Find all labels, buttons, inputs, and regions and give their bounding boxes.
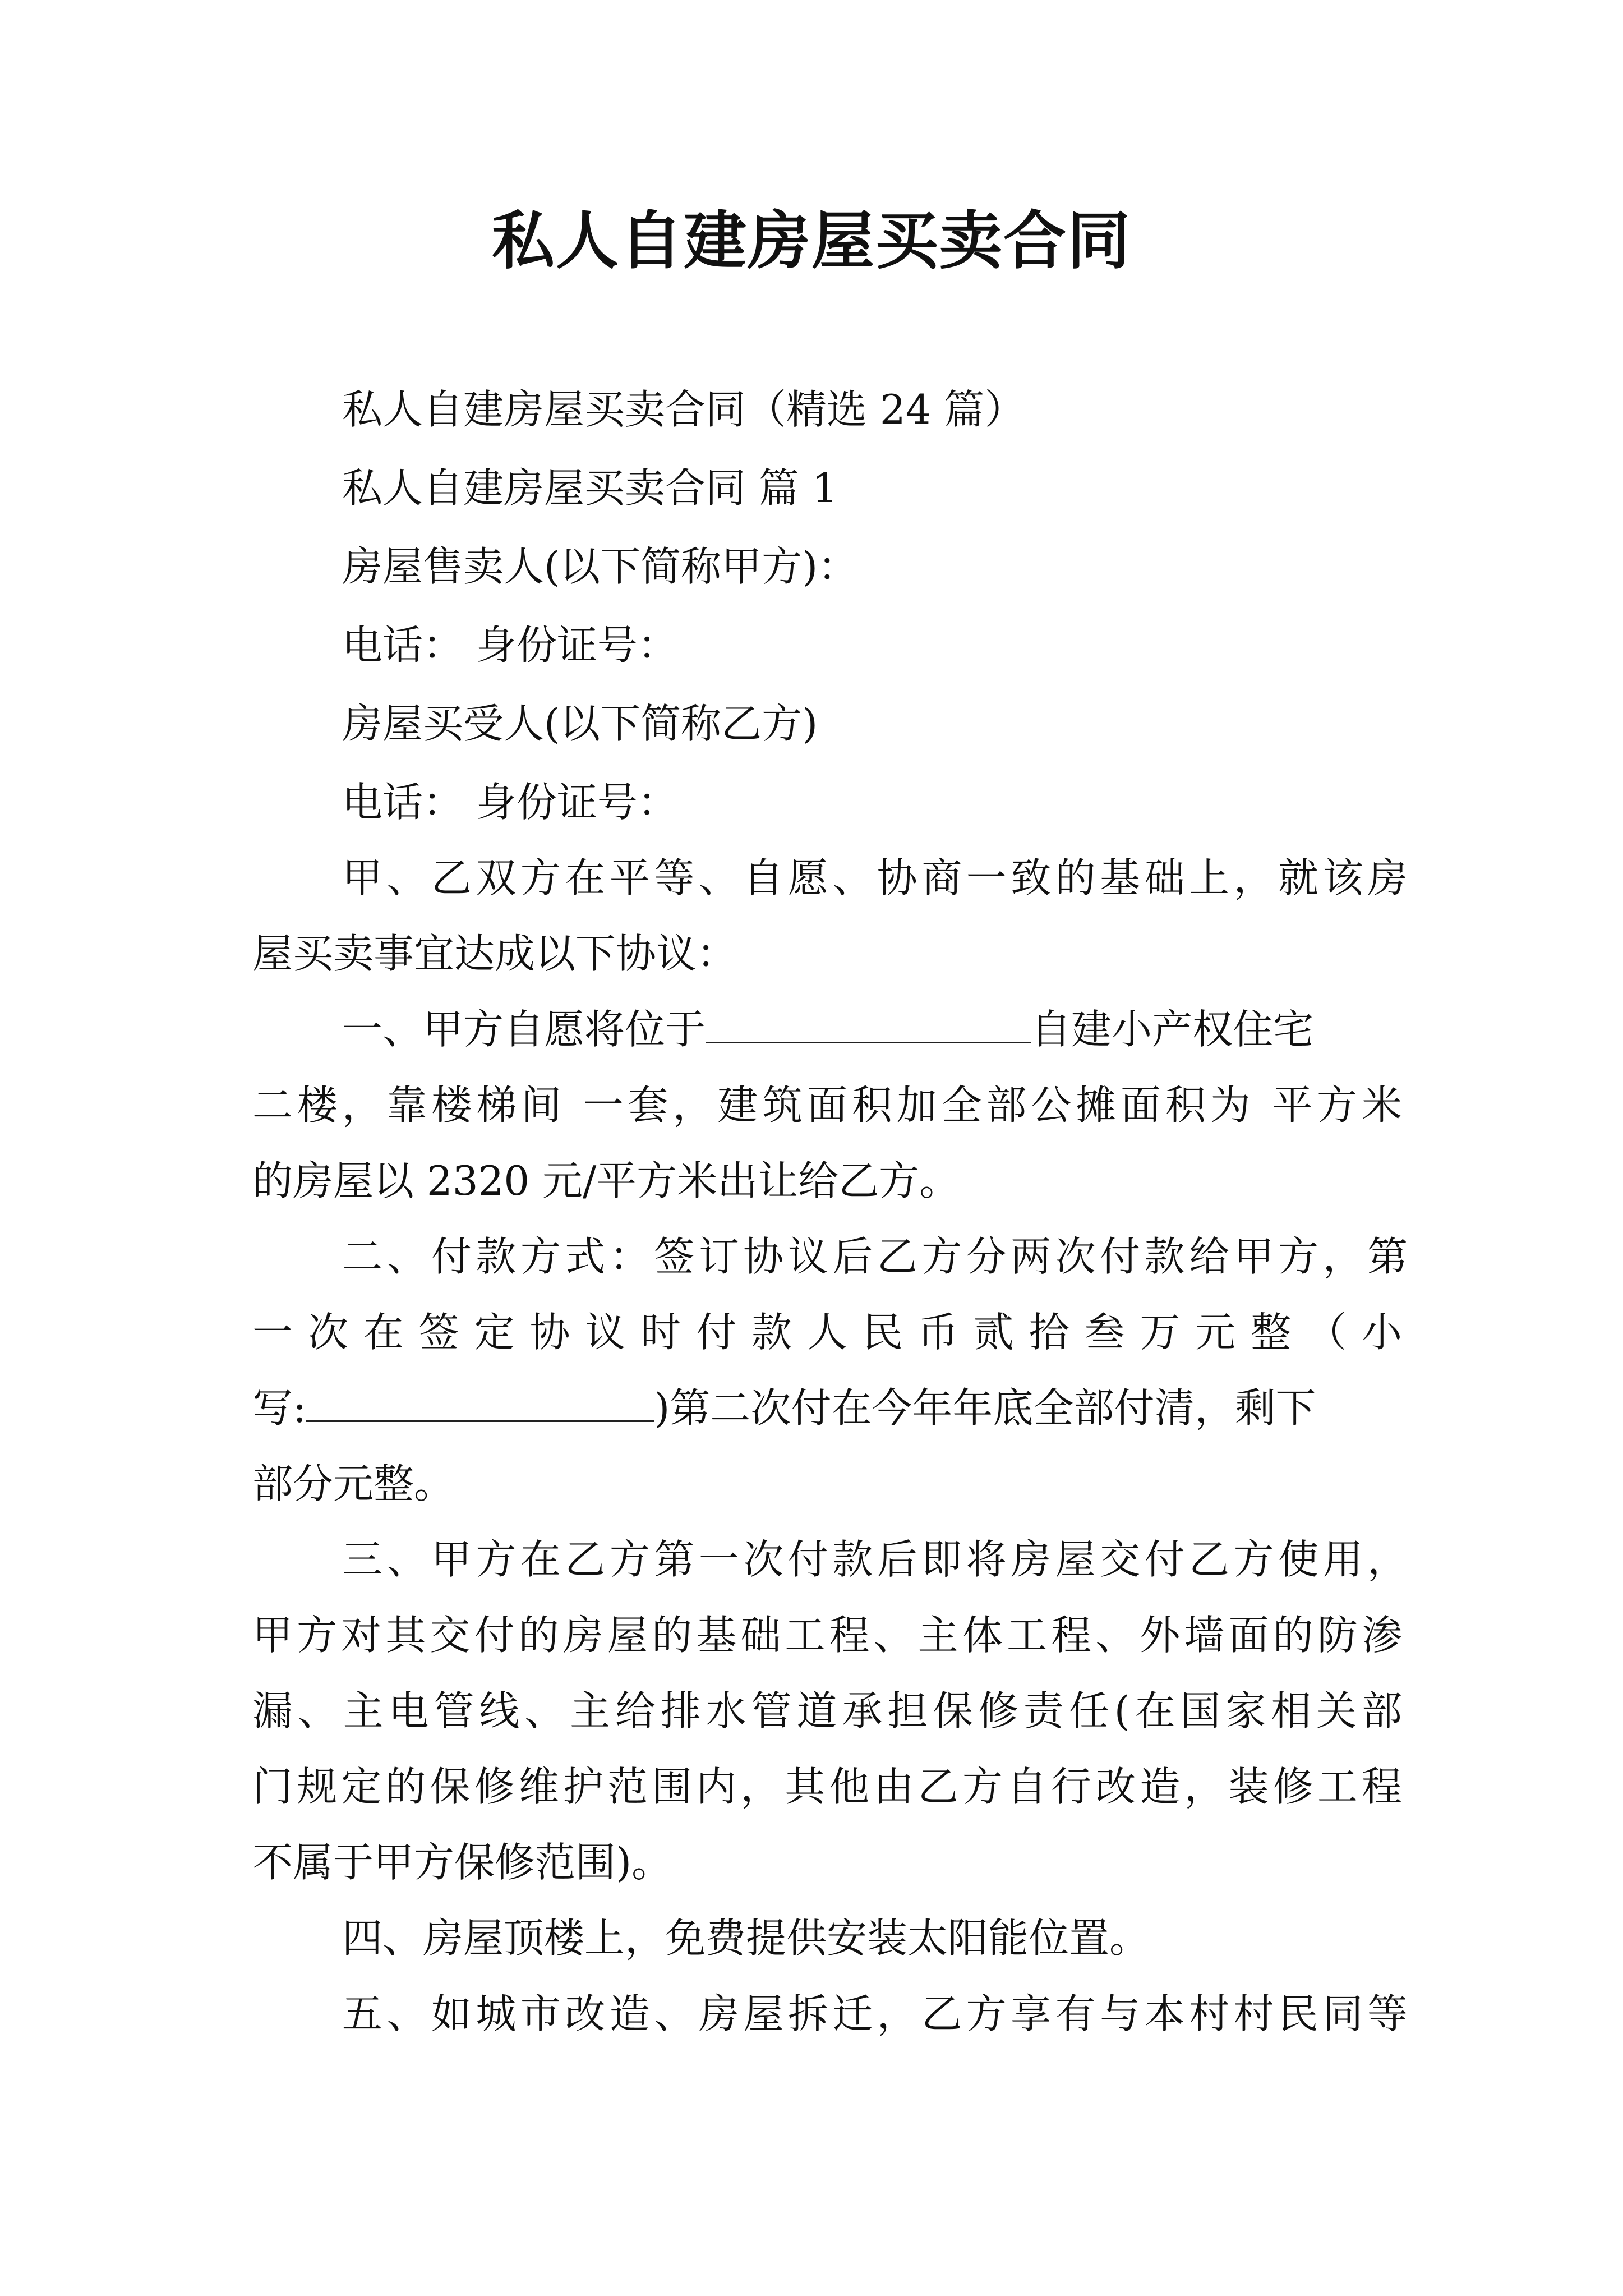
clause-2-remainder: )第二次付在今年年底全部付清，剩下 [654, 1384, 1316, 1432]
clause-1-suffix: 自建小产权住宅 [1031, 1006, 1314, 1053]
clause-3-line-2: 甲方对其交付的房屋的基础工程、主体工程、外墙面的防渗 [252, 1612, 1402, 1659]
chapter-heading: 私人自建房屋买卖合同 篇 1 [342, 464, 838, 512]
clause-2-line-3 [252, 1374, 1402, 1442]
subtitle-line: 私人自建房屋买卖合同（精选 24 篇） [342, 386, 1025, 433]
clause-1-line-2: 二楼，靠楼梯间 一套，建筑面积加全部公摊面积为 平方米 [252, 1082, 1402, 1129]
seller-line: 房屋售卖人(以下简称甲方)： [342, 543, 859, 590]
seller-phone-line: 电话： 身份证号： [342, 622, 678, 669]
intro-line-2: 屋买卖事宜达成以下协议： [252, 930, 737, 977]
clause-3-line-3: 漏、主电管线、主给排水管道承担保修责任(在国家相关部 [252, 1687, 1402, 1734]
intro-line-1: 甲、乙双方在平等、自愿、协商一致的基础上，就该房 [342, 854, 1408, 901]
clause-2-written-label: 写: [252, 1384, 307, 1432]
location-blank [706, 997, 1031, 1043]
document-title: 私人自建房屋买卖合同 [492, 204, 1131, 278]
clause-2-line-1: 二、付款方式：签订协议后乙方分两次付款给甲方，第 [342, 1233, 1408, 1280]
clause-1-prefix: 一、甲方自愿将位于 [342, 1006, 706, 1053]
amount-blank [306, 1375, 654, 1422]
clause-1-line-3: 的房屋以 2320 元/平方米出让给乙方。 [252, 1157, 960, 1204]
buyer-line: 房屋买受人(以下简称乙方) [342, 700, 818, 747]
clause-1-line-1 [342, 996, 1408, 1063]
clause-5-line-1: 五、如城市改造、房屋拆迁，乙方享有与本村村民同等 [342, 1990, 1408, 2037]
clause-2-line-4: 部分元整。 [252, 1460, 455, 1507]
clause-3-line-4: 门规定的保修维护范围内，其他由乙方自行改造，装修工程 [252, 1763, 1402, 1810]
clause-3-line-1: 三、甲方在乙方第一次付款后即将房屋交付乙方使用， [342, 1536, 1408, 1583]
buyer-phone-line: 电话： 身份证号： [342, 779, 678, 826]
clause-4-line-1: 四、房屋顶楼上，免费提供安装太阳能位置。 [342, 1915, 1150, 1962]
clause-2-line-2: 一次在签定协议时付款人民币贰拾叁万元整（小 [252, 1309, 1402, 1356]
clause-3-line-5: 不属于甲方保修范围)。 [252, 1839, 672, 1886]
